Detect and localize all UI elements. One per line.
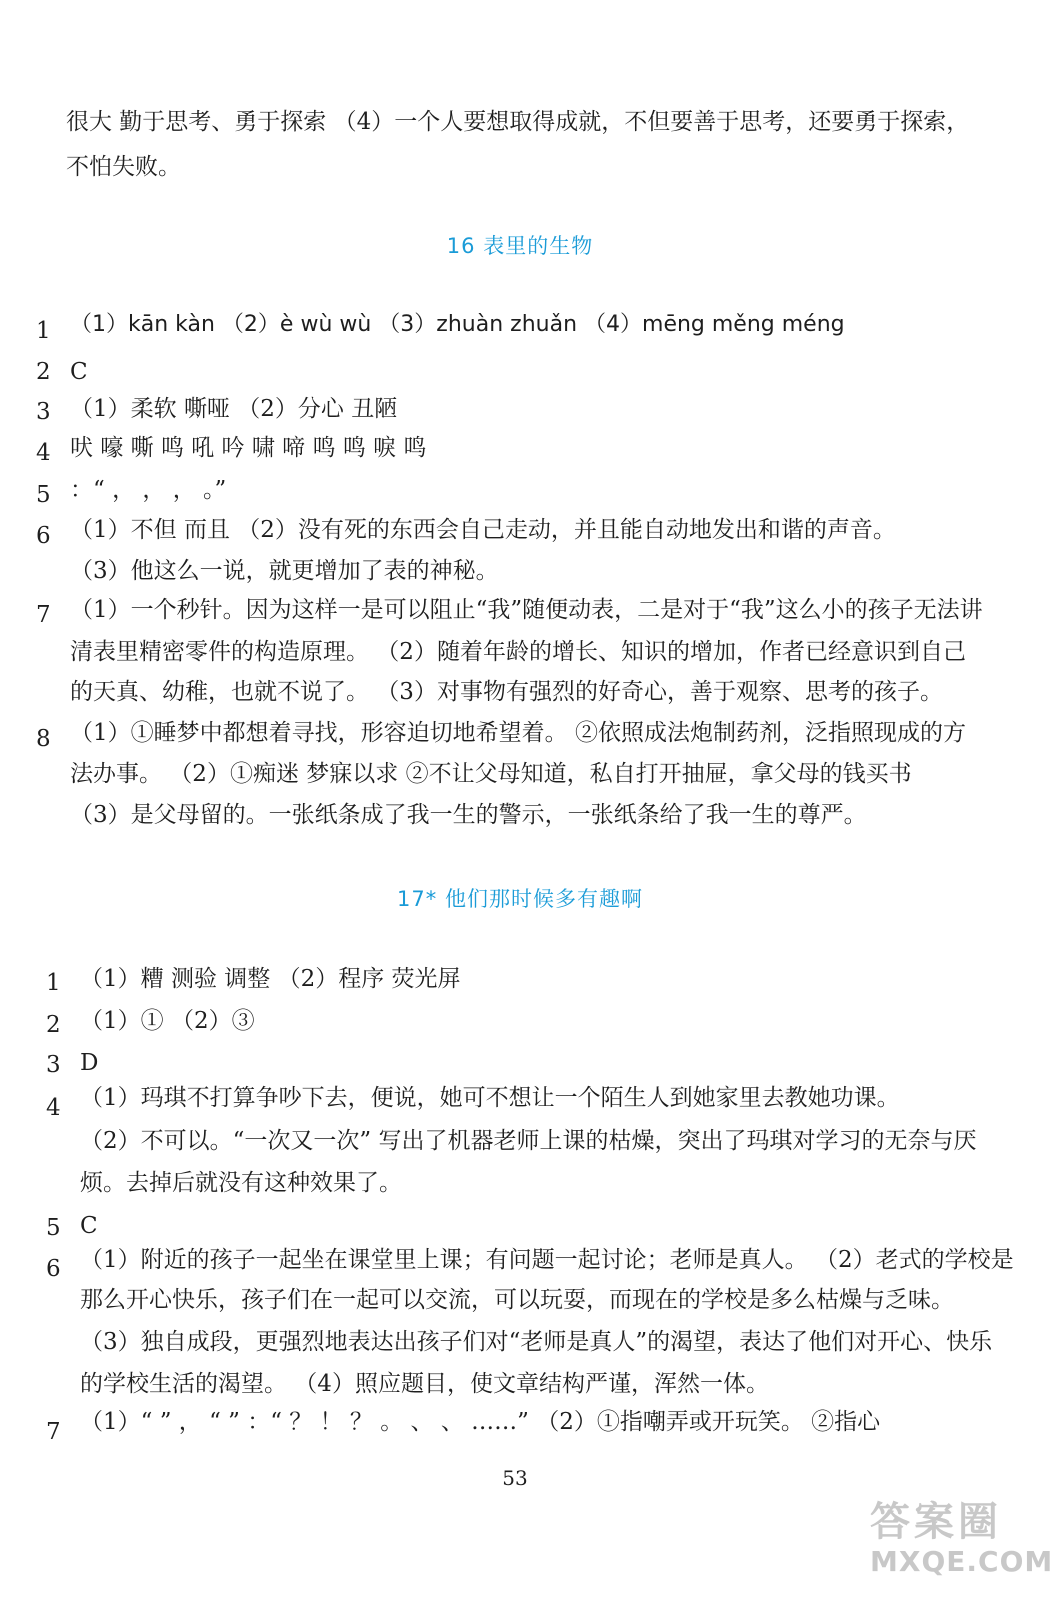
answer-line: （3）独自成段，更强烈地表达出孩子们对“老师是真人”的渴望，表达了他们对开心、快乐	[80, 1329, 993, 1355]
item-number: 8	[36, 726, 51, 752]
answer-line: 清表里精密零件的构造原理。 （2）随着年龄的增长、知识的增加，作者已经意识到自己	[70, 639, 966, 665]
answer-line: D	[80, 1050, 99, 1076]
answer-line: 的学校生活的渴望。 （4）照应题目，使文章结构严谨，浑然一体。	[80, 1371, 769, 1397]
answer-line: （1）kān kàn （2）è wù wù （3）zhuàn zhuǎn （4）mēng měng méng	[70, 312, 845, 337]
item-number: 3	[36, 399, 51, 425]
answer-line: （1）不但 而且 （2）没有死的东西会自己走动，并且能自动地发出和谐的声音。	[70, 517, 896, 543]
watermark-text: 答案圈	[870, 1499, 1002, 1545]
answer-line: （1）玛琪不打算争吵下去，便说，她可不想让一个陌生人到她家里去教她功课。	[80, 1085, 900, 1111]
item-number: 2	[46, 1012, 61, 1038]
item-number: 2	[36, 359, 51, 385]
item-number: 5	[46, 1215, 61, 1241]
item-number: 4	[46, 1095, 61, 1121]
section-16-title: 16 表里的生物	[446, 234, 594, 258]
item-number: 5	[36, 482, 51, 508]
item-number: 1	[46, 970, 61, 996]
page-number: 53	[502, 1466, 528, 1490]
item-number: 3	[46, 1052, 61, 1078]
answer-line: （3）他这么一说，就更增加了表的神秘。	[70, 558, 499, 584]
watermark-url: MXQE.COM	[870, 1545, 1054, 1578]
answer-line: （1）一个秒针。因为这样一是可以阻止“我”随便动表，二是对于“我”这么小的孩子无法讲	[70, 597, 983, 623]
answer-line: 的天真、幼稚，也就不说了。 （3）对事物有强烈的好奇心，善于观察、思考的孩子。	[70, 679, 943, 705]
item-number: 7	[46, 1419, 61, 1445]
answer-line: （1）附近的孩子一起坐在课堂里上课；有问题一起讨论；老师是真人。 （2）老式的学校是	[80, 1247, 1014, 1273]
answer-line: 那么开心快乐，孩子们在一起可以交流，可以玩耍，而现在的学校是多么枯燥与乏味。	[80, 1287, 954, 1313]
item-number: 6	[46, 1256, 61, 1282]
answer-line: 吠 嚎 嘶 鸣 吼 吟 啸 啼 鸣 鸣 唳 鸣	[70, 435, 427, 461]
intro-line-1: 很大 勤于思考、勇于探索 （4）一个人要想取得成就，不但要善于思考，还要勇于探索，	[66, 109, 970, 135]
answer-line: （1）①睡梦中都想着寻找，形容迫切地希望着。 ②依照成法炮制药剂，泛指照现成的方	[70, 720, 966, 746]
watermark-logo	[870, 1490, 1054, 1590]
answer-line: （1）糟 测验 调整 （2）程序 荧光屏	[80, 966, 461, 992]
answer-line: 烦。去掉后就没有这种效果了。	[80, 1170, 402, 1196]
answer-line: （3）是父母留的。一张纸条成了我一生的警示，一张纸条给了我一生的尊严。	[70, 802, 867, 828]
answer-line: （1）① （2）③	[80, 1008, 255, 1034]
answer-line: ：“ ， ， ， 。”	[70, 477, 227, 503]
answer-line: C	[80, 1213, 98, 1239]
answer-line: （2）不可以。“一次又一次” 写出了机器老师上课的枯燥，突出了玛琪对学习的无奈与厌	[80, 1128, 977, 1154]
answer-line: 法办事。 （2）①痴迷 梦寐以求 ②不让父母知道，私自打开抽屉，拿父母的钱买书	[70, 761, 912, 787]
item-number: 1	[36, 318, 51, 344]
item-number: 7	[36, 602, 51, 628]
answer-line: C	[70, 359, 88, 385]
section-17-title: 17* 他们那时候多有趣啊	[397, 887, 643, 911]
answer-line: （1）柔软 嘶哑 （2）分心 丑陋	[70, 396, 398, 422]
item-number: 6	[36, 523, 51, 549]
answer-line: （1）“ ” ， “ ” ：“ ？ ！ ？ 。 、 、 ……” （2）①指嘲弄或开玩笑。 ②指心	[80, 1409, 881, 1435]
intro-line-2: 不怕失败。	[66, 154, 181, 180]
item-number: 4	[36, 440, 51, 466]
